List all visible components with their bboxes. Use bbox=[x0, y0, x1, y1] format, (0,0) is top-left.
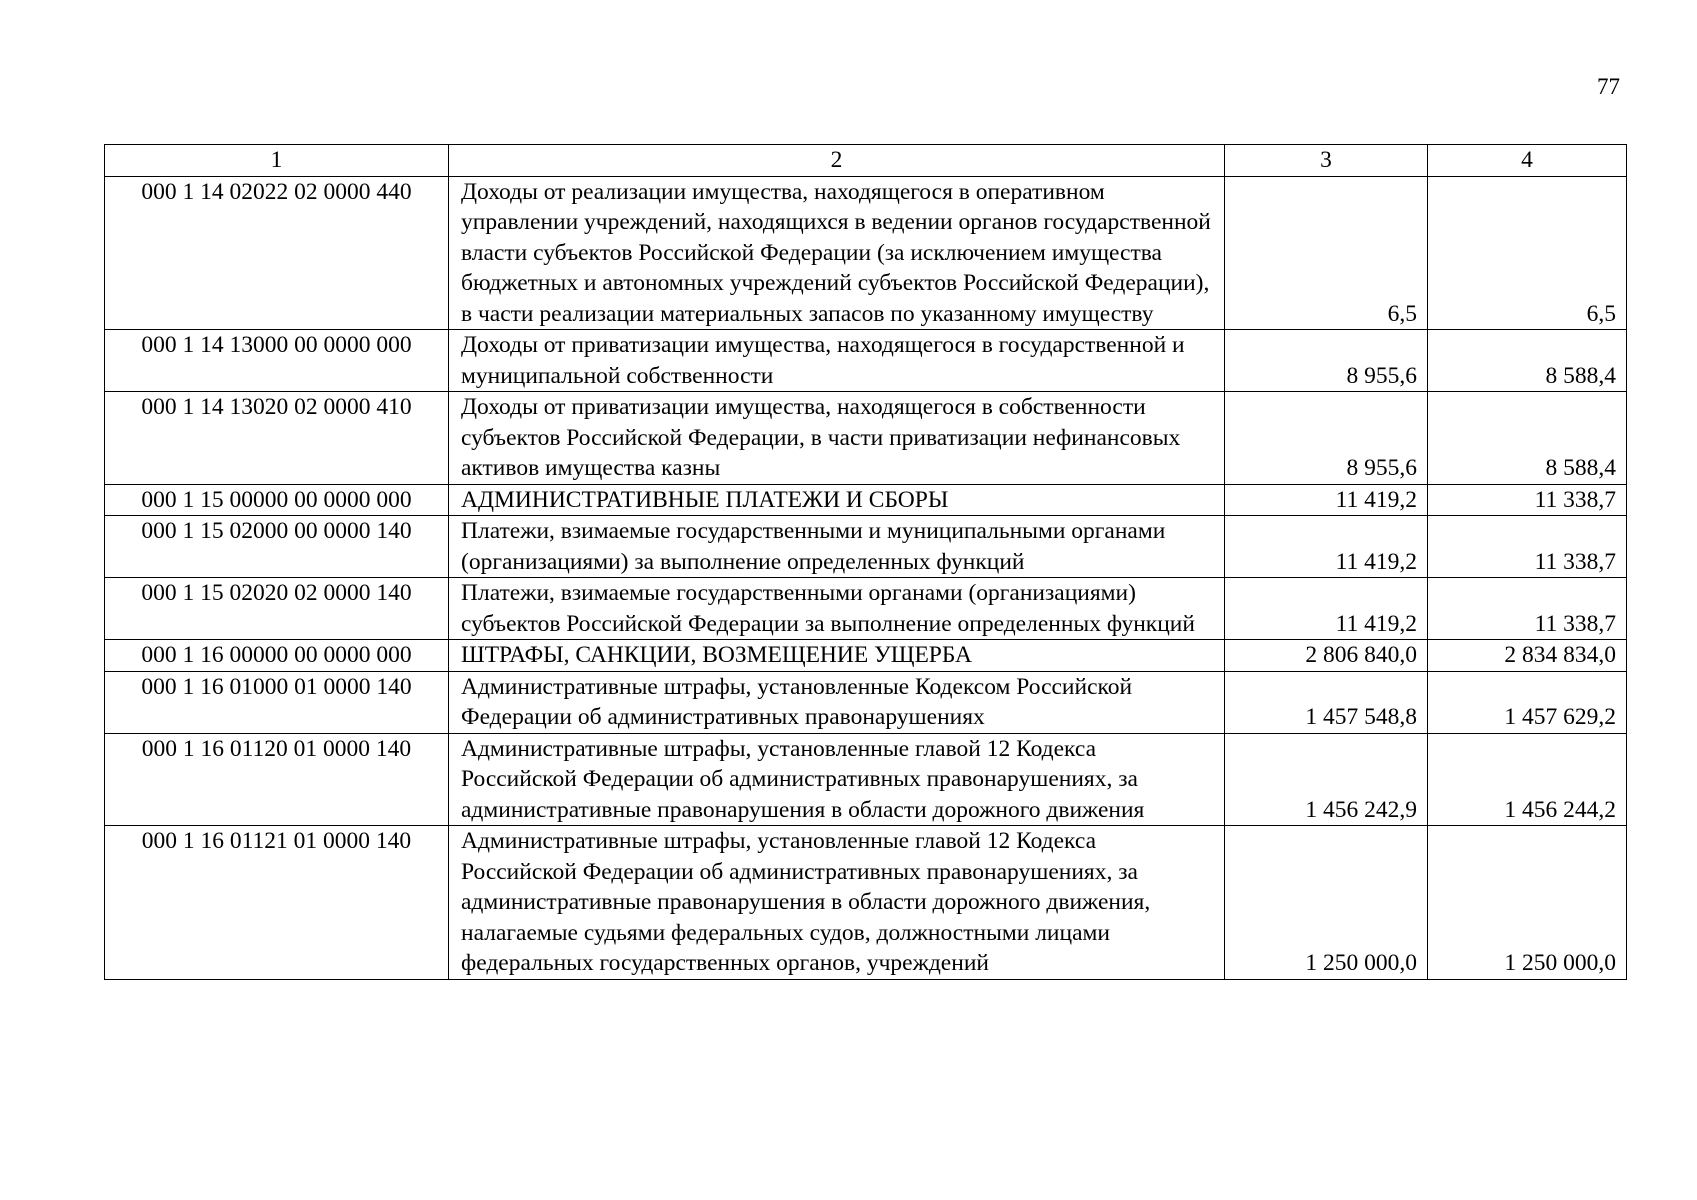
amount-col3: 1 456 242,9 bbox=[1225, 733, 1428, 826]
table-row bbox=[105, 671, 1627, 733]
amount-col3: 2 806 840,0 bbox=[1225, 640, 1428, 672]
column-header-2: 2 bbox=[449, 145, 1225, 177]
budget-code: 000 1 14 02022 02 0000 440 bbox=[105, 176, 449, 330]
amount-col3: 1 457 548,8 bbox=[1225, 671, 1428, 733]
budget-code: 000 1 16 01000 01 0000 140 bbox=[105, 671, 449, 733]
column-header-4: 4 bbox=[1428, 145, 1627, 177]
budget-code: 000 1 15 02020 02 0000 140 bbox=[105, 578, 449, 640]
budget-code: 000 1 15 00000 00 0000 000 bbox=[105, 484, 449, 516]
revenue-name: Административные штрафы, установленные Кодексом Российской Федерации об административных правонарушениях bbox=[449, 671, 1225, 733]
amount-col3: 8 955,6 bbox=[1225, 392, 1428, 485]
revenue-name: Административные штрафы, установленные главой 12 Кодекса Российской Федерации об административных правонарушениях, за административные правонарушения в области дорожного движения, налагаемые судьями федеральных судов, должностными лицами федеральных государственных органов, учреждений bbox=[449, 826, 1225, 980]
amount-col4: 11 338,7 bbox=[1428, 578, 1627, 640]
revenue-name: Доходы от реализации имущества, находящегося в оперативном управлении учреждений, находящихся в ведении органов государственной власти субъектов Российской Федерации (за исключением имущества бюджетных и автономных учреждений субъектов Российской Федерации), в части реализации материальных запасов по указанному имуществу bbox=[449, 176, 1225, 330]
revenue-name: Платежи, взимаемые государственными органами (организациями) субъектов Российской Федерации за выполнение определенных функций bbox=[449, 578, 1225, 640]
amount-col4: 8 588,4 bbox=[1428, 330, 1627, 392]
budget-code: 000 1 15 02000 00 0000 140 bbox=[105, 516, 449, 578]
table-row bbox=[105, 176, 1627, 330]
column-header-3: 3 bbox=[1225, 145, 1428, 177]
table-row bbox=[105, 516, 1627, 578]
amount-col4: 1 457 629,2 bbox=[1428, 671, 1627, 733]
budget-code: 000 1 14 13000 00 0000 000 bbox=[105, 330, 449, 392]
table-row bbox=[105, 484, 1627, 516]
amount-col4: 1 250 000,0 bbox=[1428, 826, 1627, 980]
amount-col3: 11 419,2 bbox=[1225, 516, 1428, 578]
budget-code: 000 1 16 00000 00 0000 000 bbox=[105, 640, 449, 672]
revenue-name: ШТРАФЫ, САНКЦИИ, ВОЗМЕЩЕНИЕ УЩЕРБА bbox=[449, 640, 1225, 672]
table-header-row bbox=[105, 145, 1627, 177]
amount-col3: 11 419,2 bbox=[1225, 578, 1428, 640]
budget-code: 000 1 14 13020 02 0000 410 bbox=[105, 392, 449, 485]
amount-col4: 8 588,4 bbox=[1428, 392, 1627, 485]
table-row bbox=[105, 330, 1627, 392]
revenue-name: АДМИНИСТРАТИВНЫЕ ПЛАТЕЖИ И СБОРЫ bbox=[449, 484, 1225, 516]
amount-col3: 6,5 bbox=[1225, 176, 1428, 330]
table-row bbox=[105, 392, 1627, 485]
amount-col4: 1 456 244,2 bbox=[1428, 733, 1627, 826]
column-header-1: 1 bbox=[105, 145, 449, 177]
amount-col3: 1 250 000,0 bbox=[1225, 826, 1428, 980]
amount-col4: 6,5 bbox=[1428, 176, 1627, 330]
budget-code: 000 1 16 01121 01 0000 140 bbox=[105, 826, 449, 980]
amount-col4: 2 834 834,0 bbox=[1428, 640, 1627, 672]
revenue-name: Административные штрафы, установленные главой 12 Кодекса Российской Федерации об административных правонарушениях, за административные правонарушения в области дорожного движения bbox=[449, 733, 1225, 826]
table-row bbox=[105, 733, 1627, 826]
page-number: 77 bbox=[1597, 74, 1620, 99]
revenue-name: Платежи, взимаемые государственными и муниципальными органами (организациями) за выполнение определенных функций bbox=[449, 516, 1225, 578]
budget-code: 000 1 16 01120 01 0000 140 bbox=[105, 733, 449, 826]
table-row bbox=[105, 826, 1627, 980]
amount-col4: 11 338,7 bbox=[1428, 484, 1627, 516]
revenue-name: Доходы от приватизации имущества, находящегося в собственности субъектов Российской Федерации, в части приватизации нефинансовых активов имущества казны bbox=[449, 392, 1225, 485]
amount-col3: 11 419,2 bbox=[1225, 484, 1428, 516]
table-row bbox=[105, 578, 1627, 640]
revenue-table bbox=[104, 144, 1627, 980]
amount-col4: 11 338,7 bbox=[1428, 516, 1627, 578]
revenue-name: Доходы от приватизации имущества, находящегося в государственной и муниципальной собственности bbox=[449, 330, 1225, 392]
amount-col3: 8 955,6 bbox=[1225, 330, 1428, 392]
table-row bbox=[105, 640, 1627, 672]
